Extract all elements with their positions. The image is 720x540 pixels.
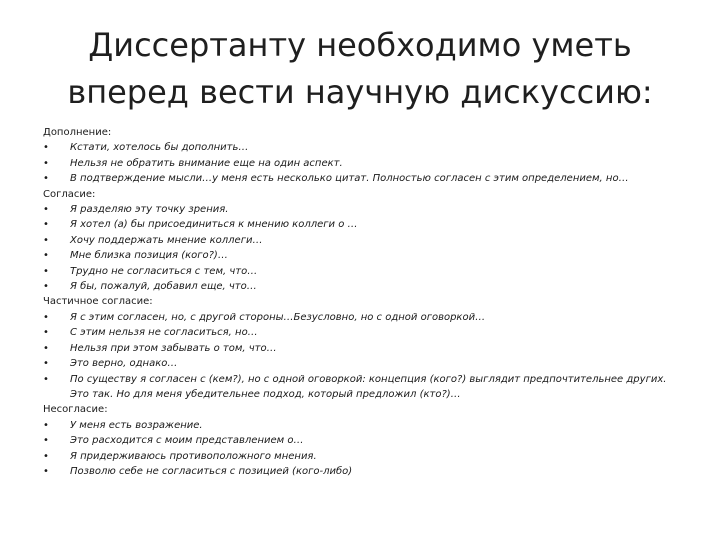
- list-item-text: Мне близка позиция (кого?)…: [70, 250, 228, 262]
- bullet-icon: •: [43, 219, 49, 231]
- list-item: [43, 356, 683, 371]
- list-item: [43, 171, 683, 186]
- bullet-icon: •: [43, 450, 49, 462]
- list-item-text: Я хотел (а) бы присоединиться к мнению коллеги о …: [70, 219, 358, 231]
- title-line-2: вперед вести научную дискуссию:: [67, 73, 653, 111]
- list-item: [43, 372, 683, 403]
- bullet-icon: •: [43, 250, 49, 262]
- bullet-icon: •: [43, 234, 49, 246]
- list-item-text: Кстати, хотелось бы дополнить…: [70, 142, 249, 154]
- list-item: [43, 279, 683, 294]
- title-line-1: Диссертанту необходимо уметь: [88, 26, 632, 64]
- slide-content: [43, 125, 683, 479]
- list-item-text: Я разделяю эту точку зрения.: [70, 204, 229, 216]
- list-item: [43, 341, 683, 356]
- list-item: [43, 433, 683, 448]
- list-item-text: С этим нельзя не согласиться, но…: [70, 327, 258, 339]
- bullet-icon: •: [43, 342, 49, 354]
- list-item-text: Хочу поддержать мнение коллеги…: [70, 234, 263, 246]
- list-item: [43, 217, 683, 232]
- list-item-text: Это расходится с моим представлением о…: [70, 435, 304, 447]
- list-item-text: Я бы, пожалуй, добавил еще, что…: [70, 281, 257, 293]
- list-item-text: Позволю себе не согласиться с позицией (кого-либо): [70, 465, 353, 477]
- list-item-text: В подтверждение мысли…у меня есть несколько цитат. Полностью согласен с этим определением, но…: [70, 173, 629, 185]
- list-item: [43, 233, 683, 248]
- bullet-icon: •: [43, 327, 49, 339]
- list-item: [43, 202, 683, 217]
- list-item-text: Трудно не согласиться с тем, что…: [70, 265, 258, 277]
- bullet-icon: •: [43, 435, 49, 447]
- list-item-text: У меня есть возражение.: [70, 419, 203, 431]
- list-item: [43, 248, 683, 263]
- list-item: [43, 140, 683, 155]
- bullet-icon: •: [43, 419, 49, 431]
- bullet-icon: •: [43, 311, 49, 323]
- bullet-icon: •: [43, 358, 49, 370]
- bullet-icon: •: [43, 281, 49, 293]
- list-item-text: Я с этим согласен, но, с другой стороны…Безусловно, но с одной оговоркой…: [70, 311, 486, 323]
- bullet-icon: •: [43, 173, 49, 185]
- section-heading-partial-agreement: Частичное согласие:: [43, 296, 153, 308]
- list-item: [43, 325, 683, 340]
- list-item-text: Нельзя не обратить внимание еще на один аспект.: [70, 157, 343, 169]
- bullet-icon: •: [43, 157, 49, 169]
- bullet-icon: •: [43, 265, 49, 277]
- list-item: [43, 310, 683, 325]
- section-heading-addition: Дополнение:: [43, 127, 112, 138]
- bullet-icon: •: [43, 142, 49, 154]
- list-item: [43, 449, 683, 464]
- bullet-icon: •: [43, 373, 49, 385]
- list-item-text: Нельзя при этом забывать о том, что…: [70, 342, 277, 354]
- section-heading-disagreement: Несогласие:: [43, 404, 108, 416]
- list-item: [43, 418, 683, 433]
- slide-title: [40, 22, 680, 116]
- list-item: [43, 264, 683, 279]
- bullet-icon: •: [43, 204, 49, 216]
- list-item: [43, 156, 683, 171]
- list-item-text: Я придерживаюсь противоположного мнения.: [70, 450, 317, 462]
- bullet-icon: •: [43, 465, 49, 477]
- list-item-text: Это верно, однако…: [70, 358, 178, 370]
- list-item-text: По существу я согласен с (кем?), но с одной оговоркой: концепция (кого?) выглядит предпочтительнее других. Это так. Но для меня убедительнее подход, который предложил (кто?)…: [70, 373, 667, 400]
- list-item: [43, 464, 683, 479]
- section-heading-agreement: Согласие:: [43, 188, 96, 200]
